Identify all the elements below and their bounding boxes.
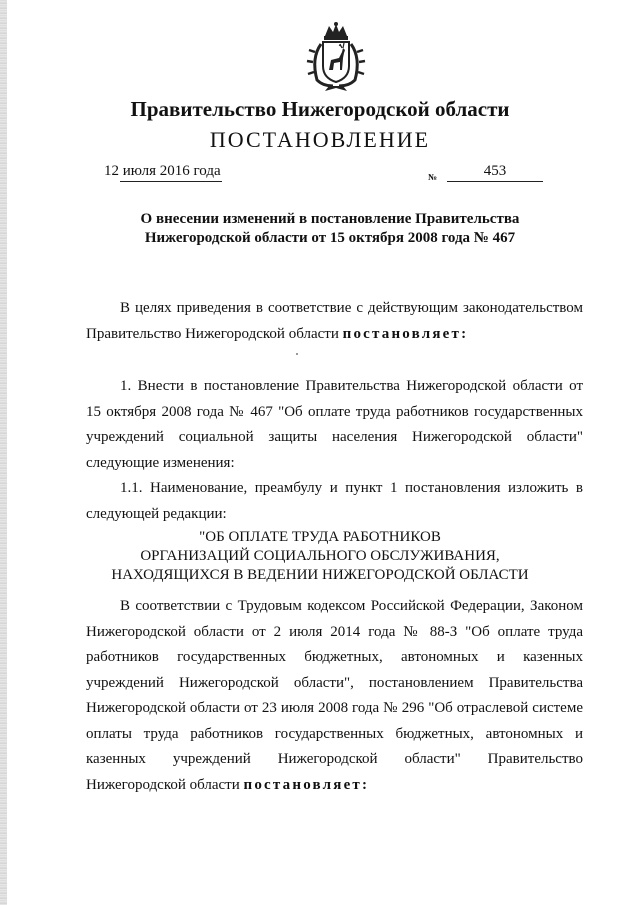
scan-speck bbox=[296, 353, 298, 355]
item-1-paragraph: 1. Внести в постановление Правительства Нижегородской области от 15 октября 2008 года № 467 "Об оплате труда работников государственных учреждений социальной защиты населения Нижегородской области" следующие изменения: bbox=[86, 378, 583, 471]
number-sign: № bbox=[428, 172, 438, 182]
preamble-paragraph bbox=[86, 594, 583, 798]
document-type: ПОСТАНОВЛЕНИЕ bbox=[209, 127, 431, 152]
new-title-line-2: ОРГАНИЗАЦИЙ СОЦИАЛЬНОГО ОБСЛУЖИВАНИЯ, bbox=[140, 548, 500, 564]
date-underline bbox=[120, 181, 222, 182]
number-underline bbox=[447, 181, 543, 182]
subject-line-1: О внесении изменений в постановление Правительства bbox=[140, 211, 520, 227]
intro-paragraph bbox=[86, 296, 583, 347]
decree-word-2: постановляет: bbox=[243, 776, 370, 793]
new-title-line-1: "ОБ ОПЛАТЕ ТРУДА РАБОТНИКОВ bbox=[199, 529, 441, 545]
coat-of-arms-icon bbox=[303, 22, 369, 92]
subject-line-2: Нижегородской области от 15 октября 2008 года № 467 bbox=[144, 230, 516, 246]
document-number: 453 bbox=[483, 163, 507, 179]
document-date: 12 июля 2016 года bbox=[104, 163, 221, 179]
intro-text: В целях приведения в соответствие с действующим законодательством Правительство Нижегородской области bbox=[86, 300, 583, 342]
new-title-heading bbox=[0, 528, 640, 585]
preamble-text: В соответствии с Трудовым кодексом Российской Федерации, Законом Нижегородской области от 2 июля 2014 года № 88-З "Об оплате труда работников государственных бюджетных, автономных и казенных учреждений Нижегородской области", постановлением Правительства Нижегородской области от 23 июля 2008 года № 296 "Об отраслевой системе оплаты труда работников государственных бюджетных, автономных и казенных учреждений Нижегородской области" Правительство Нижегородской области bbox=[86, 598, 583, 793]
document-subject bbox=[60, 210, 600, 248]
government-title: Правительство Нижегородской области bbox=[130, 97, 510, 121]
item-1-1-paragraph: 1.1. Наименование, преамбулу и пункт 1 постановления изложить в следующей редакции: bbox=[86, 480, 583, 522]
new-title-line-3: НАХОДЯЩИХСЯ В ВЕДЕНИИ НИЖЕГОРОДСКОЙ ОБЛАСТИ bbox=[111, 567, 529, 583]
decree-word: постановляет: bbox=[342, 325, 469, 342]
